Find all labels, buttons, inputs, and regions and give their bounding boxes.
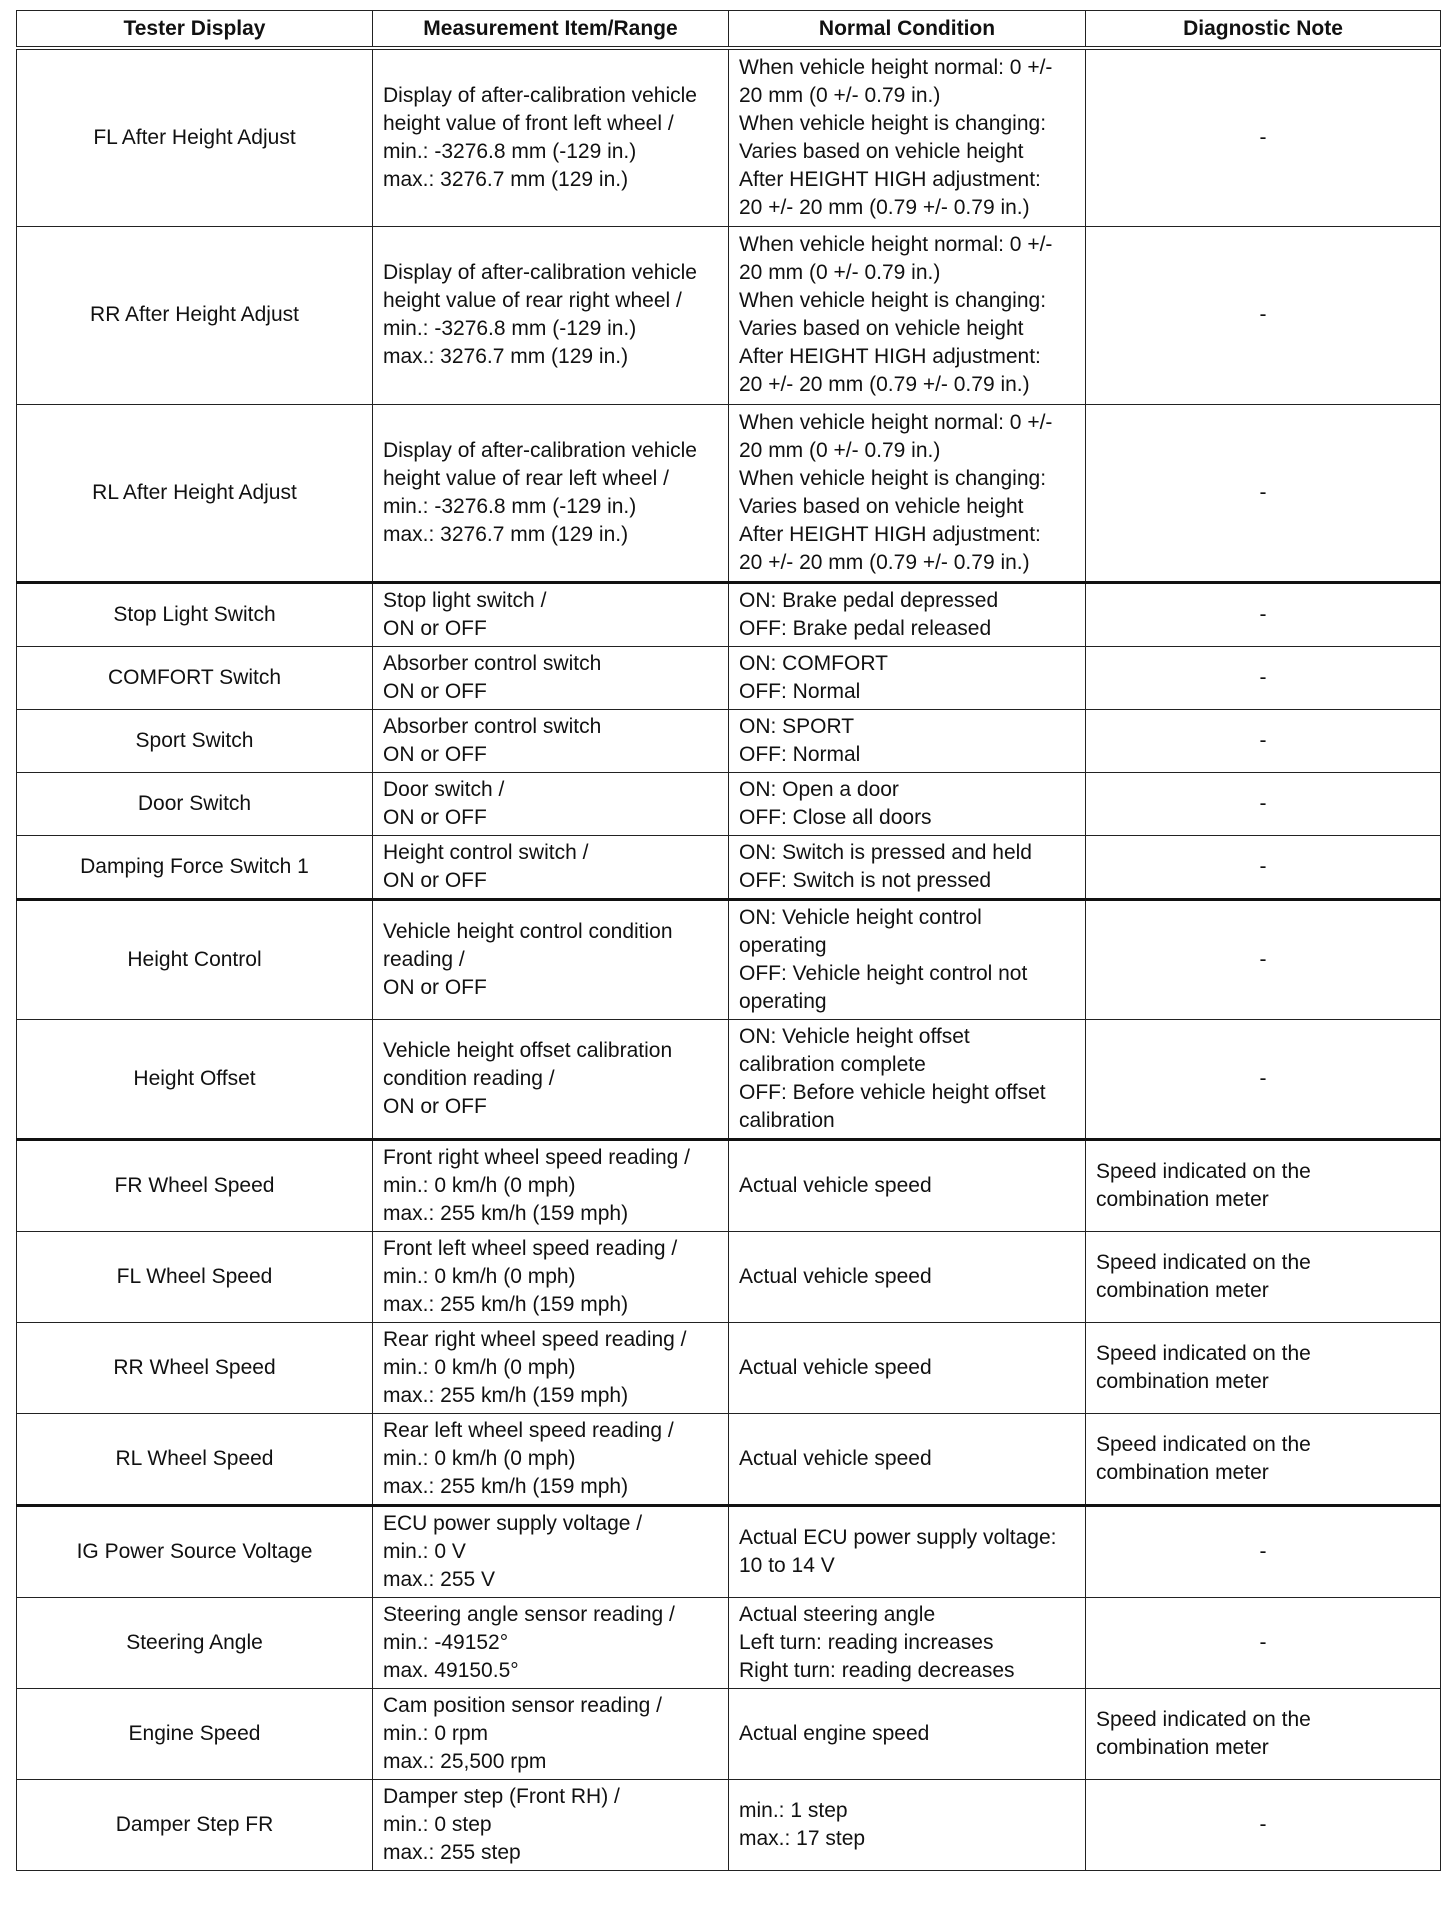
diagnostic-note-cell: - xyxy=(1086,1505,1441,1597)
normal-condition-cell: ON: Vehicle height control operating OFF: Vehicle height control not operating xyxy=(729,899,1086,1019)
normal-condition-cell: When vehicle height normal: 0 +/- 20 mm (0 +/- 0.79 in.) When vehicle height is changing: Varies based on vehicle height After HEIGHT HIGH adjustment: 20 +/- 20 mm (0.79 +/- 0.79 in.) xyxy=(729,48,1086,226)
table-row xyxy=(17,1688,1441,1779)
normal-condition-cell: ON: Open a door OFF: Close all doors xyxy=(729,772,1086,835)
measurement-range-cell: Front right wheel speed reading / min.: 0 km/h (0 mph) max.: 255 km/h (159 mph) xyxy=(373,1139,729,1231)
table-row xyxy=(17,1139,1441,1231)
diagnostic-note-cell: - xyxy=(1086,835,1441,899)
table-row xyxy=(17,1597,1441,1688)
tester-display-cell: Height Offset xyxy=(17,1019,373,1139)
measurement-range-cell: Cam position sensor reading / min.: 0 rpm max.: 25,500 rpm xyxy=(373,1688,729,1779)
tester-display-cell: RL Wheel Speed xyxy=(17,1413,373,1505)
tester-display-cell: Height Control xyxy=(17,899,373,1019)
table-row xyxy=(17,404,1441,582)
measurement-range-cell: Steering angle sensor reading / min.: -49152° max. 49150.5° xyxy=(373,1597,729,1688)
normal-condition-cell: Actual vehicle speed xyxy=(729,1139,1086,1231)
normal-condition-cell: ON: Switch is pressed and held OFF: Switch is not pressed xyxy=(729,835,1086,899)
measurement-range-cell: Height control switch / ON or OFF xyxy=(373,835,729,899)
diagnostic-note-cell: Speed indicated on the combination meter xyxy=(1086,1322,1441,1413)
measurement-range-cell: ECU power supply voltage / min.: 0 V max.: 255 V xyxy=(373,1505,729,1597)
table-row xyxy=(17,646,1441,709)
tester-display-cell: Sport Switch xyxy=(17,709,373,772)
diagnostic-note-cell: - xyxy=(1086,582,1441,646)
measurement-range-cell: Stop light switch / ON or OFF xyxy=(373,582,729,646)
diagnostic-note-cell: Speed indicated on the combination meter xyxy=(1086,1413,1441,1505)
tester-display-cell: FL Wheel Speed xyxy=(17,1231,373,1322)
diagnostic-note-cell: - xyxy=(1086,48,1441,226)
tester-display-cell: Damping Force Switch 1 xyxy=(17,835,373,899)
table-row xyxy=(17,1779,1441,1870)
normal-condition-cell: Actual steering angle Left turn: reading increases Right turn: reading decreases xyxy=(729,1597,1086,1688)
document-page xyxy=(16,10,1440,1871)
diagnostic-note-cell: - xyxy=(1086,226,1441,404)
measurement-range-cell: Display of after-calibration vehicle height value of rear left wheel / min.: -3276.8 mm (-129 in.) max.: 3276.7 mm (129 in.) xyxy=(373,404,729,582)
diagnostic-note-cell: - xyxy=(1086,1019,1441,1139)
normal-condition-cell: Actual vehicle speed xyxy=(729,1413,1086,1505)
header-diagnostic-note: Diagnostic Note xyxy=(1086,11,1441,49)
tester-display-cell: Engine Speed xyxy=(17,1688,373,1779)
measurement-range-cell: Rear right wheel speed reading / min.: 0 km/h (0 mph) max.: 255 km/h (159 mph) xyxy=(373,1322,729,1413)
header-measurement-item: Measurement Item/Range xyxy=(373,11,729,49)
table-row xyxy=(17,1019,1441,1139)
normal-condition-cell: min.: 1 step max.: 17 step xyxy=(729,1779,1086,1870)
diagnostic-note-cell: Speed indicated on the combination meter xyxy=(1086,1139,1441,1231)
tester-display-table xyxy=(16,10,1441,1871)
tester-display-cell: COMFORT Switch xyxy=(17,646,373,709)
normal-condition-cell: Actual vehicle speed xyxy=(729,1231,1086,1322)
diagnostic-note-cell: - xyxy=(1086,772,1441,835)
tester-display-cell: RR After Height Adjust xyxy=(17,226,373,404)
diagnostic-note-cell: Speed indicated on the combination meter xyxy=(1086,1231,1441,1322)
tester-display-cell: RR Wheel Speed xyxy=(17,1322,373,1413)
tester-display-cell: Stop Light Switch xyxy=(17,582,373,646)
diagnostic-note-cell: - xyxy=(1086,404,1441,582)
table-row xyxy=(17,772,1441,835)
normal-condition-cell: ON: Brake pedal depressed OFF: Brake pedal released xyxy=(729,582,1086,646)
table-row xyxy=(17,1231,1441,1322)
table-header-row xyxy=(17,11,1441,49)
tester-display-cell: Door Switch xyxy=(17,772,373,835)
measurement-range-cell: Display of after-calibration vehicle height value of front left wheel / min.: -3276.8 mm (-129 in.) max.: 3276.7 mm (129 in.) xyxy=(373,48,729,226)
diagnostic-note-cell: - xyxy=(1086,709,1441,772)
measurement-range-cell: Vehicle height control condition reading / ON or OFF xyxy=(373,899,729,1019)
table-row xyxy=(17,709,1441,772)
measurement-range-cell: Front left wheel speed reading / min.: 0 km/h (0 mph) max.: 255 km/h (159 mph) xyxy=(373,1231,729,1322)
diagnostic-note-cell: - xyxy=(1086,899,1441,1019)
normal-condition-cell: Actual ECU power supply voltage: 10 to 14 V xyxy=(729,1505,1086,1597)
table-row xyxy=(17,1322,1441,1413)
tester-display-cell: FL After Height Adjust xyxy=(17,48,373,226)
measurement-range-cell: Absorber control switch ON or OFF xyxy=(373,709,729,772)
table-row xyxy=(17,48,1441,226)
tester-display-cell: IG Power Source Voltage xyxy=(17,1505,373,1597)
normal-condition-cell: When vehicle height normal: 0 +/- 20 mm (0 +/- 0.79 in.) When vehicle height is changing: Varies based on vehicle height After HEIGHT HIGH adjustment: 20 +/- 20 mm (0.79 +/- 0.79 in.) xyxy=(729,226,1086,404)
table-row xyxy=(17,1505,1441,1597)
table-row xyxy=(17,226,1441,404)
measurement-range-cell: Display of after-calibration vehicle height value of rear right wheel / min.: -3276.8 mm (-129 in.) max.: 3276.7 mm (129 in.) xyxy=(373,226,729,404)
header-tester-display: Tester Display xyxy=(17,11,373,49)
measurement-range-cell: Damper step (Front RH) / min.: 0 step max.: 255 step xyxy=(373,1779,729,1870)
normal-condition-cell: ON: SPORT OFF: Normal xyxy=(729,709,1086,772)
table-row xyxy=(17,835,1441,899)
tester-display-cell: FR Wheel Speed xyxy=(17,1139,373,1231)
measurement-range-cell: Absorber control switch ON or OFF xyxy=(373,646,729,709)
diagnostic-note-cell: Speed indicated on the combination meter xyxy=(1086,1688,1441,1779)
table-row xyxy=(17,899,1441,1019)
diagnostic-note-cell: - xyxy=(1086,1779,1441,1870)
tester-display-cell: RL After Height Adjust xyxy=(17,404,373,582)
normal-condition-cell: ON: Vehicle height offset calibration complete OFF: Before vehicle height offset calibration xyxy=(729,1019,1086,1139)
table-row xyxy=(17,582,1441,646)
measurement-range-cell: Door switch / ON or OFF xyxy=(373,772,729,835)
diagnostic-note-cell: - xyxy=(1086,646,1441,709)
normal-condition-cell: When vehicle height normal: 0 +/- 20 mm (0 +/- 0.79 in.) When vehicle height is changing: Varies based on vehicle height After HEIGHT HIGH adjustment: 20 +/- 20 mm (0.79 +/- 0.79 in.) xyxy=(729,404,1086,582)
tester-display-cell: Steering Angle xyxy=(17,1597,373,1688)
normal-condition-cell: Actual engine speed xyxy=(729,1688,1086,1779)
header-normal-condition: Normal Condition xyxy=(729,11,1086,49)
tester-display-cell: Damper Step FR xyxy=(17,1779,373,1870)
measurement-range-cell: Vehicle height offset calibration condition reading / ON or OFF xyxy=(373,1019,729,1139)
measurement-range-cell: Rear left wheel speed reading / min.: 0 km/h (0 mph) max.: 255 km/h (159 mph) xyxy=(373,1413,729,1505)
table-row xyxy=(17,1413,1441,1505)
diagnostic-note-cell: - xyxy=(1086,1597,1441,1688)
normal-condition-cell: ON: COMFORT OFF: Normal xyxy=(729,646,1086,709)
normal-condition-cell: Actual vehicle speed xyxy=(729,1322,1086,1413)
